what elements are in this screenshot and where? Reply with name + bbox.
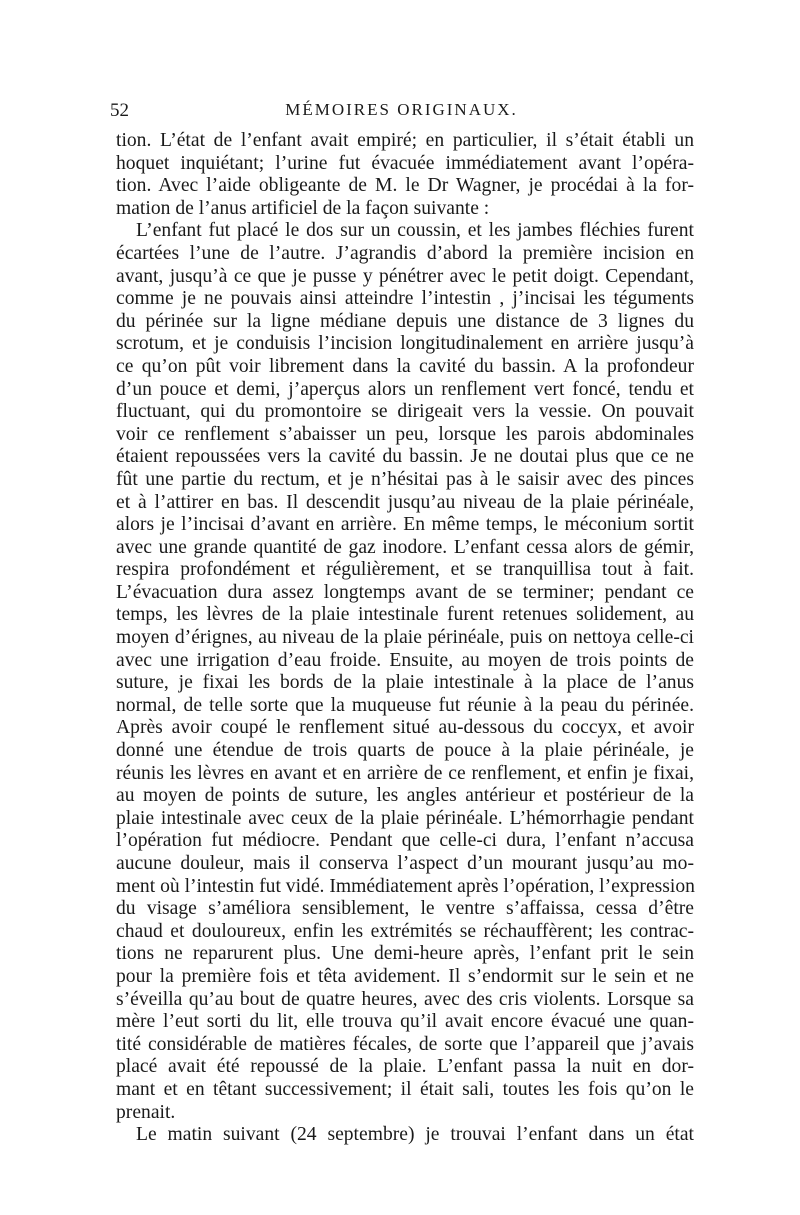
- text-line: tion. Avec l’aide obligeante de M. le Dr Wagner, je procédai à la for-: [116, 175, 694, 197]
- text-line: voir ce renflement s’abaisser un peu, lorsque les parois abdominales: [116, 423, 694, 445]
- text-line: ment où l’intestin fut vidé. Immédiatement après l’opération, l’expression: [116, 875, 695, 897]
- text-line: suture, je fixai les bords de la plaie intestinale à la place de l’anus: [116, 672, 694, 694]
- text-line: étaient repoussées vers la cavité du bassin. Je ne doutai plus que ce ne: [116, 446, 694, 468]
- page-number: 52: [110, 100, 129, 121]
- text-line: mère l’eut sorti du lit, elle trouva qu’il avait encore évacué une quan-: [116, 1011, 694, 1033]
- text-line: donné une étendue de trois quarts de pouce à la plaie périnéale, je: [116, 740, 694, 762]
- text-line: placé avait été repoussé de la plaie. L’enfant passa la nuit en dor-: [116, 1056, 694, 1078]
- text-line: avec une irrigation d’eau froide. Ensuite, au moyen de trois points de: [116, 649, 694, 671]
- text-line: prenait.: [116, 1101, 176, 1123]
- text-line: scrotum, et je conduisis l’incision longitudinalement en arrière jusqu’à: [116, 333, 694, 355]
- text-line: hoquet inquiétant; l’urine fut évacuée immédiatement avant l’opéra-: [116, 152, 694, 174]
- text-line: ce qu’on pût voir librement dans la cavité du bassin. A la profondeur: [116, 355, 694, 377]
- text-line: écartées l’une de l’autre. J’agrandis d’abord la première incision en: [116, 242, 694, 264]
- text-line: réunis les lèvres en avant et en arrière de ce renflement, et enfin je fixai,: [116, 762, 694, 784]
- text-line: l’opération fut médiocre. Pendant que celle-ci dura, l’enfant n’accusa: [116, 830, 694, 852]
- text-line: comme je ne pouvais ainsi atteindre l’intestin , j’incisai les téguments: [116, 288, 694, 310]
- text-line: alors je l’incisai d’avant en arrière. En même temps, le méconium sortit: [116, 514, 694, 536]
- text-line: moyen d’érignes, au niveau de la plaie périnéale, puis on nettoya celle-ci: [116, 627, 694, 649]
- text-line: du périnée sur la ligne médiane depuis une distance de 3 lignes du: [116, 310, 694, 332]
- text-line: pour la première fois et têta avidement. Il s’endormit sur le sein et ne: [116, 965, 694, 987]
- text-line: avec une grande quantité de gaz inodore. L’enfant cessa alors de gémir,: [116, 536, 694, 558]
- body-text: [116, 130, 694, 1147]
- text-line: et à l’attirer en bas. Il descendit jusqu’au niveau de la plaie périnéale,: [116, 491, 694, 513]
- text-line: d’un pouce et demi, j’aperçus alors un renflement vert foncé, tendu et: [116, 378, 694, 400]
- text-line: Le matin suivant (24 septembre) je trouvai l’enfant dans un état: [136, 1124, 694, 1146]
- text-line: aucune douleur, mais il conserva l’aspect d’un mourant jusqu’au mo-: [116, 853, 694, 874]
- page-header: [110, 96, 693, 126]
- text-line: normal, de telle sorte que la muqueuse fut réunie à la peau du périnée.: [116, 694, 694, 716]
- running-head: MÉMOIRES ORIGINAUX.: [285, 100, 518, 119]
- text-line: temps, les lèvres de la plaie intestinale furent retenues solidement, au: [116, 604, 694, 626]
- text-line: L’enfant fut placé le dos sur un coussin, et les jambes fléchies furent: [136, 220, 694, 242]
- text-line: fluctuant, qui du promontoire se dirigeait vers la vessie. On pouvait: [116, 401, 694, 423]
- text-line: chaud et douloureux, enfin les extrémités se réchauffèrent; les contrac-: [116, 920, 694, 942]
- text-line: s’éveilla qu’au bout de quatre heures, avec des cris violents. Lorsque sa: [116, 988, 694, 1010]
- text-line: L’évacuation dura assez longtemps avant de se terminer; pendant ce: [116, 581, 694, 603]
- text-line: avant, jusqu’à ce que je pusse y pénétrer avec le petit doigt. Cependant,: [116, 265, 694, 287]
- text-line: au moyen de points de suture, les angles antérieur et postérieur de la: [116, 785, 694, 807]
- text-line: plaie intestinale avec ceux de la plaie périnéale. L’hémorrhagie pendant: [116, 807, 694, 829]
- text-line: tion. L’état de l’enfant avait empiré; en particulier, il s’était établi un: [116, 130, 694, 151]
- text-line: tité considérable de matières fécales, de sorte que l’appareil que j’avais: [116, 1033, 694, 1055]
- text-line: Après avoir coupé le renflement situé au-dessous du coccyx, et avoir: [116, 717, 694, 739]
- text-line: mant et en têtant successivement; il était sali, toutes les fois qu’on le: [116, 1078, 694, 1100]
- text-line: mation de l’anus artificiel de la façon suivante :: [116, 197, 490, 219]
- text-line: du visage s’améliora sensiblement, le ventre s’affaissa, cessa d’être: [116, 898, 694, 920]
- text-line: respira profondément et régulièrement, et se tranquillisa tout à fait.: [116, 559, 694, 581]
- text-line: tions ne reparurent plus. Une demi-heure après, l’enfant prit le sein: [116, 943, 694, 965]
- text-line: fût une partie du rectum, et je n’hésitai pas à le saisir avec des pinces: [116, 468, 694, 490]
